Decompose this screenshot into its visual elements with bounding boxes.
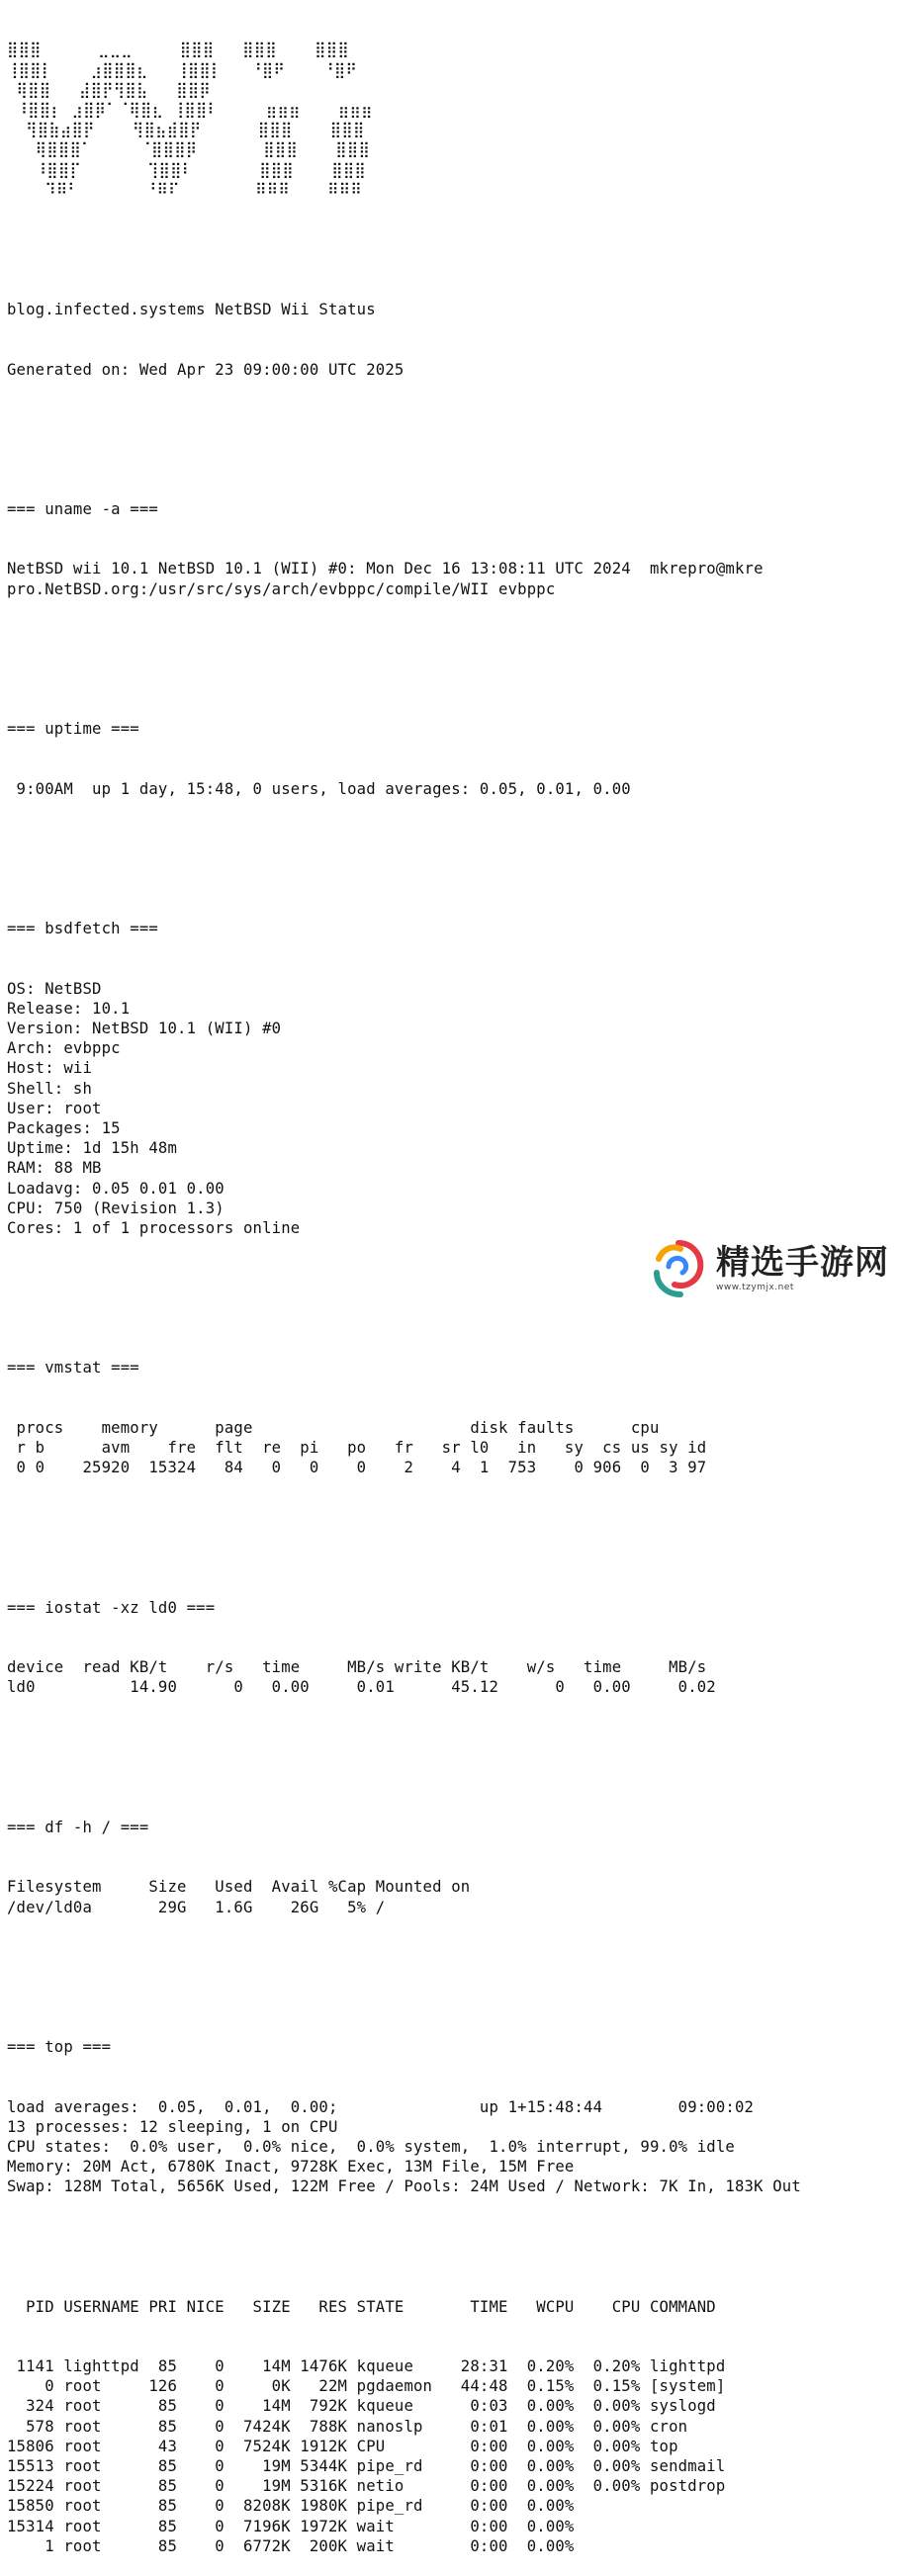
top-process-table	[7, 2356, 801, 2556]
bsdfetch-line: Loadavg: 0.05 0.01 0.00	[7, 1179, 225, 1198]
top-summary	[7, 2097, 801, 2197]
table-row: 0 root 126 0 0K 22M pgdaemon 44:48 0.15% 0.15% [system]	[7, 2377, 726, 2396]
stylized-swirl-logo-icon	[647, 1237, 710, 1300]
bsdfetch-line: Packages: 15	[7, 1118, 121, 1137]
ascii-art-line: ⢿⣿⣿⣿⠁ ⠈⣿⣿⣿⡿ ⣿⣿⣿ ⣿⣿⣿	[7, 140, 371, 159]
vmstat-heading: === vmstat ===	[7, 1359, 139, 1377]
table-row: 1141 lighttpd 85 0 14M 1476K kqueue 28:31 0.20% 0.20% lighttpd	[7, 2357, 726, 2376]
bsdfetch-line: Arch: evbppc	[7, 1039, 121, 1058]
ascii-art-line: ⠸⣿⣿⡆ ⣰⣿⡿⠁⠈⢿⣿⣆ ⢸⣿⣿⠇ ⣶⣶⣶ ⣶⣶⣶	[7, 100, 373, 119]
status-title: blog.infected.systems NetBSD Wii Status	[7, 300, 376, 318]
iostat-line: ld0 14.90 0 0.00 0.01 45.12 0 0.00 0.02	[7, 1678, 716, 1697]
watermark-badge	[647, 1235, 889, 1302]
table-row: 15224 root 85 0 19M 5316K netio 0:00 0.00% 0.00% postdrop	[7, 2477, 726, 2496]
vmstat-line: r b avm fre flt re pi po fr sr l0 in sy cs us sy id	[7, 1439, 707, 1458]
bsdfetch-line: Version: NetBSD 10.1 (WII) #0	[7, 1020, 282, 1038]
bsdfetch-line: Shell: sh	[7, 1079, 93, 1098]
vmstat-line: procs memory page disk faults cpu	[7, 1418, 660, 1437]
uname-line: NetBSD wii 10.1 NetBSD 10.1 (WII) #0: Mon Dec 16 13:08:11 UTC 2024 mkrepro@mkre	[7, 560, 764, 578]
iostat-output	[7, 1657, 801, 1697]
bsdfetch-line: CPU: 750 (Revision 1.3)	[7, 1199, 225, 1217]
vmstat-line: 0 0 25920 15324 84 0 0 0 2 4 1 753 0 906 0 3 97	[7, 1459, 707, 1477]
bsdfetch-line: Uptime: 1d 15h 48m	[7, 1139, 178, 1158]
table-row: 324 root 85 0 14M 792K kqueue 0:03 0.00% 0.00% syslogd	[7, 2397, 716, 2416]
watermark-title: 精选手游网	[716, 1243, 889, 1283]
uname-line: pro.NetBSD.org:/usr/src/sys/arch/evbppc/compile/WII evbppc	[7, 579, 556, 598]
top-summary-line: Memory: 20M Act, 6780K Inact, 9728K Exec, 13M File, 15M Free	[7, 2158, 575, 2176]
df-line: Filesystem Size Used Avail %Cap Mounted on	[7, 1878, 471, 1897]
top-heading: === top ===	[7, 2037, 112, 2056]
ascii-art-line: ⢸⣿⣿⡇ ⣰⣿⣿⣿⣆ ⢸⣿⣿⡇ ⠘⣿⠟ ⠘⣿⠟	[7, 60, 358, 79]
watermark-text	[716, 1244, 889, 1293]
bsdfetch-line: RAM: 88 MB	[7, 1159, 102, 1178]
uptime-line: 9:00AM up 1 day, 15:48, 0 users, load averages: 0.05, 0.01, 0.00	[7, 779, 631, 798]
ascii-art-line: ⠹⠿⠃ ⠘⠿⠏ ⠿⠿⠿ ⠿⠿⠿	[7, 180, 362, 199]
uptime-heading: === uptime ===	[7, 720, 139, 739]
top-summary-line: Swap: 128M Total, 5656K Used, 122M Free / Pools: 24M Used / Network: 7K In, 183K Out	[7, 2177, 801, 2196]
generated-timestamp: Generated on: Wed Apr 23 09:00:00 UTC 2025	[7, 360, 405, 379]
table-row: 15513 root 85 0 19M 5344K pipe_rd 0:00 0.00% 0.00% sendmail	[7, 2457, 726, 2476]
ascii-art-line: ⢻⣿⣷⣴⣿⡟ ⢻⣿⣦⣾⣿⡟ ⣿⣿⣿ ⣿⣿⣿	[7, 121, 365, 139]
ascii-art-line: ⢿⣿⣿ ⣼⣿⡟⢻⣿⣧ ⣿⣿⡿	[7, 80, 212, 99]
uname-output	[7, 559, 801, 598]
top-summary-line: CPU states: 0.0% user, 0.0% nice, 0.0% system, 1.0% interrupt, 99.0% idle	[7, 2137, 735, 2156]
ascii-art-line: ⠸⣿⣿⡏ ⢹⣿⣿⠇ ⣿⣿⣿ ⣿⣿⣿	[7, 160, 366, 179]
bsdfetch-line: Cores: 1 of 1 processors online	[7, 1218, 301, 1237]
table-row: 15806 root 43 0 7524K 1912K CPU 0:00 0.00% 0.00% top	[7, 2437, 678, 2455]
uptime-output	[7, 779, 801, 799]
top-summary-line: load averages: 0.05, 0.01, 0.00; up 1+15:48:44 09:00:02	[7, 2097, 755, 2116]
table-row: 1 root 85 0 6772K 200K wait 0:00 0.00%	[7, 2536, 575, 2555]
bsdfetch-line: OS: NetBSD	[7, 979, 102, 998]
iostat-line: device read KB/t r/s time MB/s write KB/t w/s time MB/s	[7, 1658, 707, 1677]
table-row: 578 root 85 0 7424K 788K nanoslp 0:01 0.00% 0.00% cron	[7, 2417, 688, 2436]
bsdfetch-line: Release: 10.1	[7, 999, 131, 1018]
watermark-url: www.tzymjx.net	[716, 1283, 794, 1292]
ascii-art-wii-logo	[7, 40, 801, 200]
iostat-heading: === iostat -xz ld0 ===	[7, 1598, 216, 1617]
table-row: 15314 root 85 0 7196K 1972K wait 0:00 0.00%	[7, 2517, 575, 2535]
top-summary-line: 13 processes: 12 sleeping, 1 on CPU	[7, 2117, 338, 2136]
table-row: 15850 root 85 0 8208K 1980K pipe_rd 0:00 0.00%	[7, 2497, 575, 2516]
top-table-header: PID USERNAME PRI NICE SIZE RES STATE TIME WCPU CPU COMMAND	[7, 2297, 716, 2316]
bsdfetch-heading: === bsdfetch ===	[7, 920, 158, 938]
ascii-art-line: ⣿⣿⣿ ⣀⣀⣀ ⣿⣿⣿ ⣿⣿⣿ ⣿⣿⣿	[7, 41, 349, 59]
vmstat-output	[7, 1418, 801, 1478]
df-output	[7, 1877, 801, 1916]
uname-heading: === uname -a ===	[7, 499, 158, 518]
bsdfetch-line: Host: wii	[7, 1059, 93, 1078]
bsdfetch-output	[7, 979, 801, 1238]
bsdfetch-line: User: root	[7, 1099, 102, 1117]
df-line: /dev/ld0a 29G 1.6G 26G 5% /	[7, 1898, 386, 1916]
df-heading: === df -h / ===	[7, 1818, 149, 1836]
